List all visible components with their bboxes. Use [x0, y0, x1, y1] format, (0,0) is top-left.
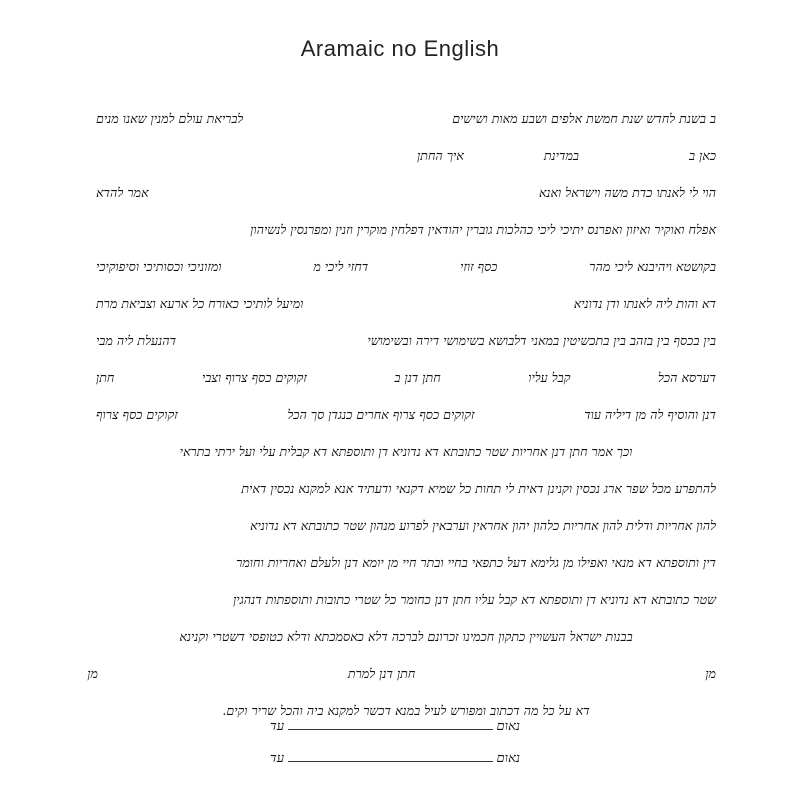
text-line-5 [96, 248, 716, 285]
signature-rule [288, 760, 492, 762]
text-segment: במדינת [543, 148, 579, 163]
text-segment: חתן [96, 370, 115, 385]
text-segment: דא והות ליה לאנתו ודן נדוניא [573, 296, 716, 311]
text-segment: לבריאת עולם למנין שאנו מנים [96, 111, 244, 126]
text-segment: וכך אמר חתן דנן אחריות שטר כתובתא דא נדוניא דן ותוספתא דא קבלית עלי ועל ירתי בתראי [179, 444, 633, 459]
text-segment: דחזי ליכי מ [313, 259, 369, 274]
text-segment: כאן ב [689, 148, 716, 163]
text-line-1 [96, 100, 716, 137]
text-line-16 [87, 655, 716, 692]
text-line-6 [96, 285, 716, 322]
witness-label: נאום [496, 751, 520, 766]
text-line-9 [96, 396, 716, 433]
text-line-4 [96, 211, 716, 248]
text-segment: ומזוניכי וכסותיכי וסיפוקיכי [96, 259, 222, 274]
signature-block [270, 702, 520, 766]
text-segment: זקוקים כסף צרוף [96, 407, 178, 422]
text-segment: חתן דנן ב [394, 370, 441, 385]
text-line-8 [96, 359, 716, 396]
text-line-12 [96, 507, 716, 544]
text-line-3 [96, 174, 716, 211]
page-title: Aramaic no English [300, 36, 500, 61]
text-segment: אפלח ואוקיר ואיזון ואפרנס יתיכי ליכי כהלכות גוברין יהודאין דפלחין מוקרין וזנין ומפרנסין לנשיהון [250, 222, 716, 237]
text-line-14 [96, 581, 716, 618]
witness-label: נאום [496, 719, 520, 734]
text-segment: חתן דנן למרת [347, 666, 416, 681]
text-segment: להון אחריות ודלית להון אחריות כלהון יהון אחראין וערבאין לפרוע מנהון שטר כתובתא דא נדוניא [249, 518, 716, 533]
text-segment: שטר כתובתא דא נדוניא דן ותוספתא דא קבל עליו חתן דנן כחומר כל שטרי כתובות ותוספתות דנהגין [233, 592, 716, 607]
text-segment: זקוקים כסף צרוף אחרים כנגדן סך הכל [287, 407, 475, 422]
text-segment: זקוקים כסף צרוף וצבי [201, 370, 307, 385]
text-segment: להתפרע מכל שפר ארג נכסין וקנינן דאית לי תחות כל שמיא דקנאי ודעתיד אנא למקנא נכסין דאית [241, 481, 716, 496]
text-segment: בקושטא ויהיבנא ליכי מהר [589, 259, 716, 274]
text-line-11 [96, 470, 716, 507]
text-segment: דא על כל מה דכתוב ומפורש לעיל במנא דכשר למקנא ביה והכל שריר וקים. [222, 703, 590, 718]
text-segment: בבנות ישראל העשויין כתקון חכמינו זכרונם לברכה דלא כאסמכתא ודלא כטופסי דשטרי וקנינא [179, 629, 633, 644]
witness-role-label: עד [270, 751, 285, 766]
signature-rule [288, 728, 492, 730]
text-segment: הוי לי לאנתו כדת משה וישראל ואנא [538, 185, 716, 200]
witness-role-label: עד [270, 719, 285, 734]
text-segment: ומיעל לותיכי כאורח כל ארעא וצביאת מרת [96, 296, 304, 311]
text-segment: מן [87, 666, 98, 681]
text-segment: בין בכסף בין בזהב בין בתכשיטין במאני דלבושא בשימושי דירה ובשימושי [367, 333, 716, 348]
text-segment: דנן והוסיף לה מן דיליה עוד [584, 407, 716, 422]
text-segment: קבל עליו [528, 370, 571, 385]
witness-signature-line[interactable] [270, 734, 520, 766]
text-line-10 [96, 433, 716, 470]
text-line-7 [96, 322, 716, 359]
text-segment: ב בשנת לחדש שנת חמשת אלפים ושבע מאות ושישים [452, 111, 716, 126]
text-segment: דין ותוספתא דא מנאי ואפילו מן גלימא דעל כתפאי בחיי ובתר חיי מן יומא דנן ולעלם ואחריות וחומר [236, 555, 716, 570]
witness-signature-line[interactable] [270, 702, 520, 734]
text-line-2 [96, 137, 716, 174]
ketubah-text [87, 100, 716, 729]
text-segment: דהנעלת ליה מבי [96, 333, 177, 348]
text-segment: כסף זוזי [460, 259, 498, 274]
text-line-15 [96, 618, 716, 655]
text-segment: אמר להדא [96, 185, 149, 200]
text-segment: איך החתן [417, 148, 464, 163]
text-segment: מן [705, 666, 716, 681]
text-segment: דערסא הכל [658, 370, 716, 385]
text-line-13 [96, 544, 716, 581]
